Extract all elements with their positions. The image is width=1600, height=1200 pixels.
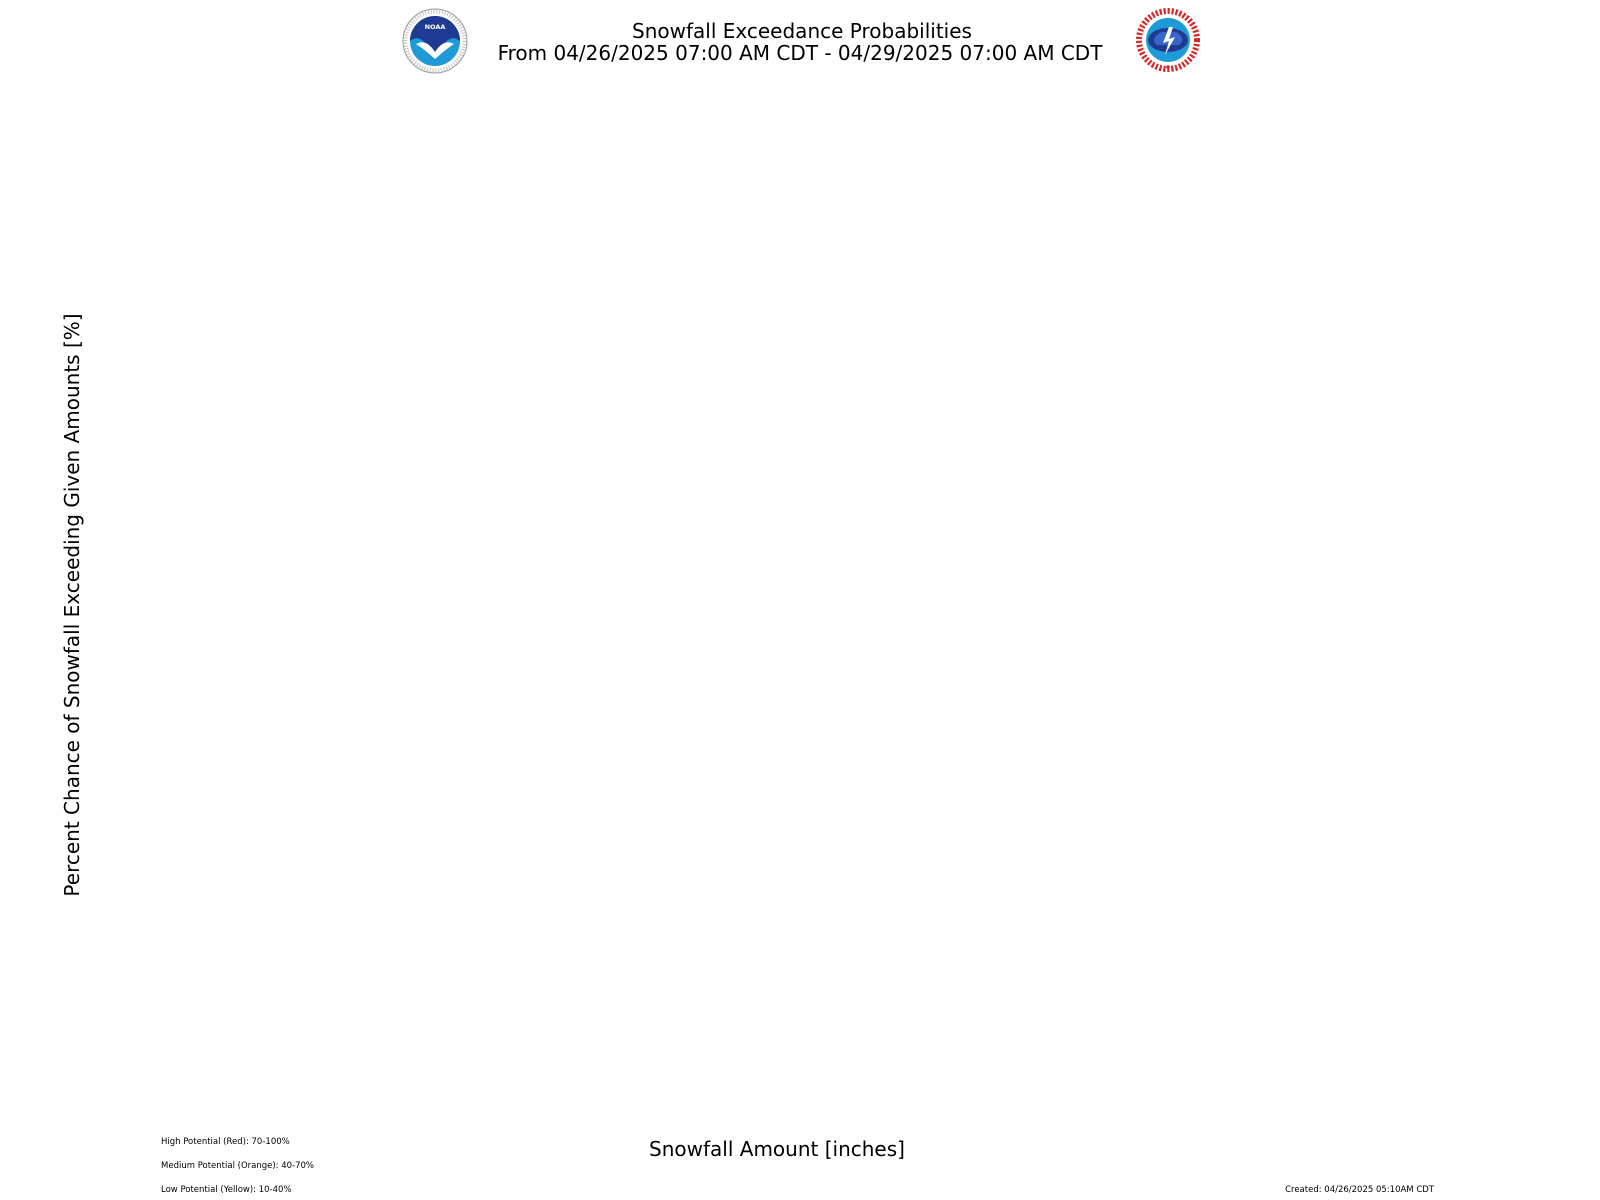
x-axis-label: Snowfall Amount [inches] — [649, 1137, 905, 1161]
chart-title: Snowfall Exceedance Probabilities — [632, 19, 972, 43]
created-timestamp: Created: 04/26/2025 05:10AM CDT — [1285, 1185, 1434, 1195]
plot-canvas — [160, 100, 1440, 1120]
chart-subtitle: From 04/26/2025 07:00 AM CDT - 04/29/2025 07:00 AM CDT — [497, 41, 1103, 65]
chart-title-block — [0, 20, 1600, 64]
legend-low: Low Potential (Yellow): 10-40% — [161, 1185, 292, 1195]
noaa-logo-icon — [402, 8, 468, 74]
legend-medium: Medium Potential (Orange): 40-70% — [161, 1161, 315, 1171]
plot-area — [160, 100, 1440, 1120]
svg-text:NOAA: NOAA — [424, 23, 446, 32]
y-axis-label: Percent Chance of Snowfall Exceeding Given Amounts [%] — [60, 313, 84, 897]
legend-high: High Potential (Red): 70-100% — [161, 1137, 290, 1147]
nws-logo-icon — [1135, 7, 1201, 73]
